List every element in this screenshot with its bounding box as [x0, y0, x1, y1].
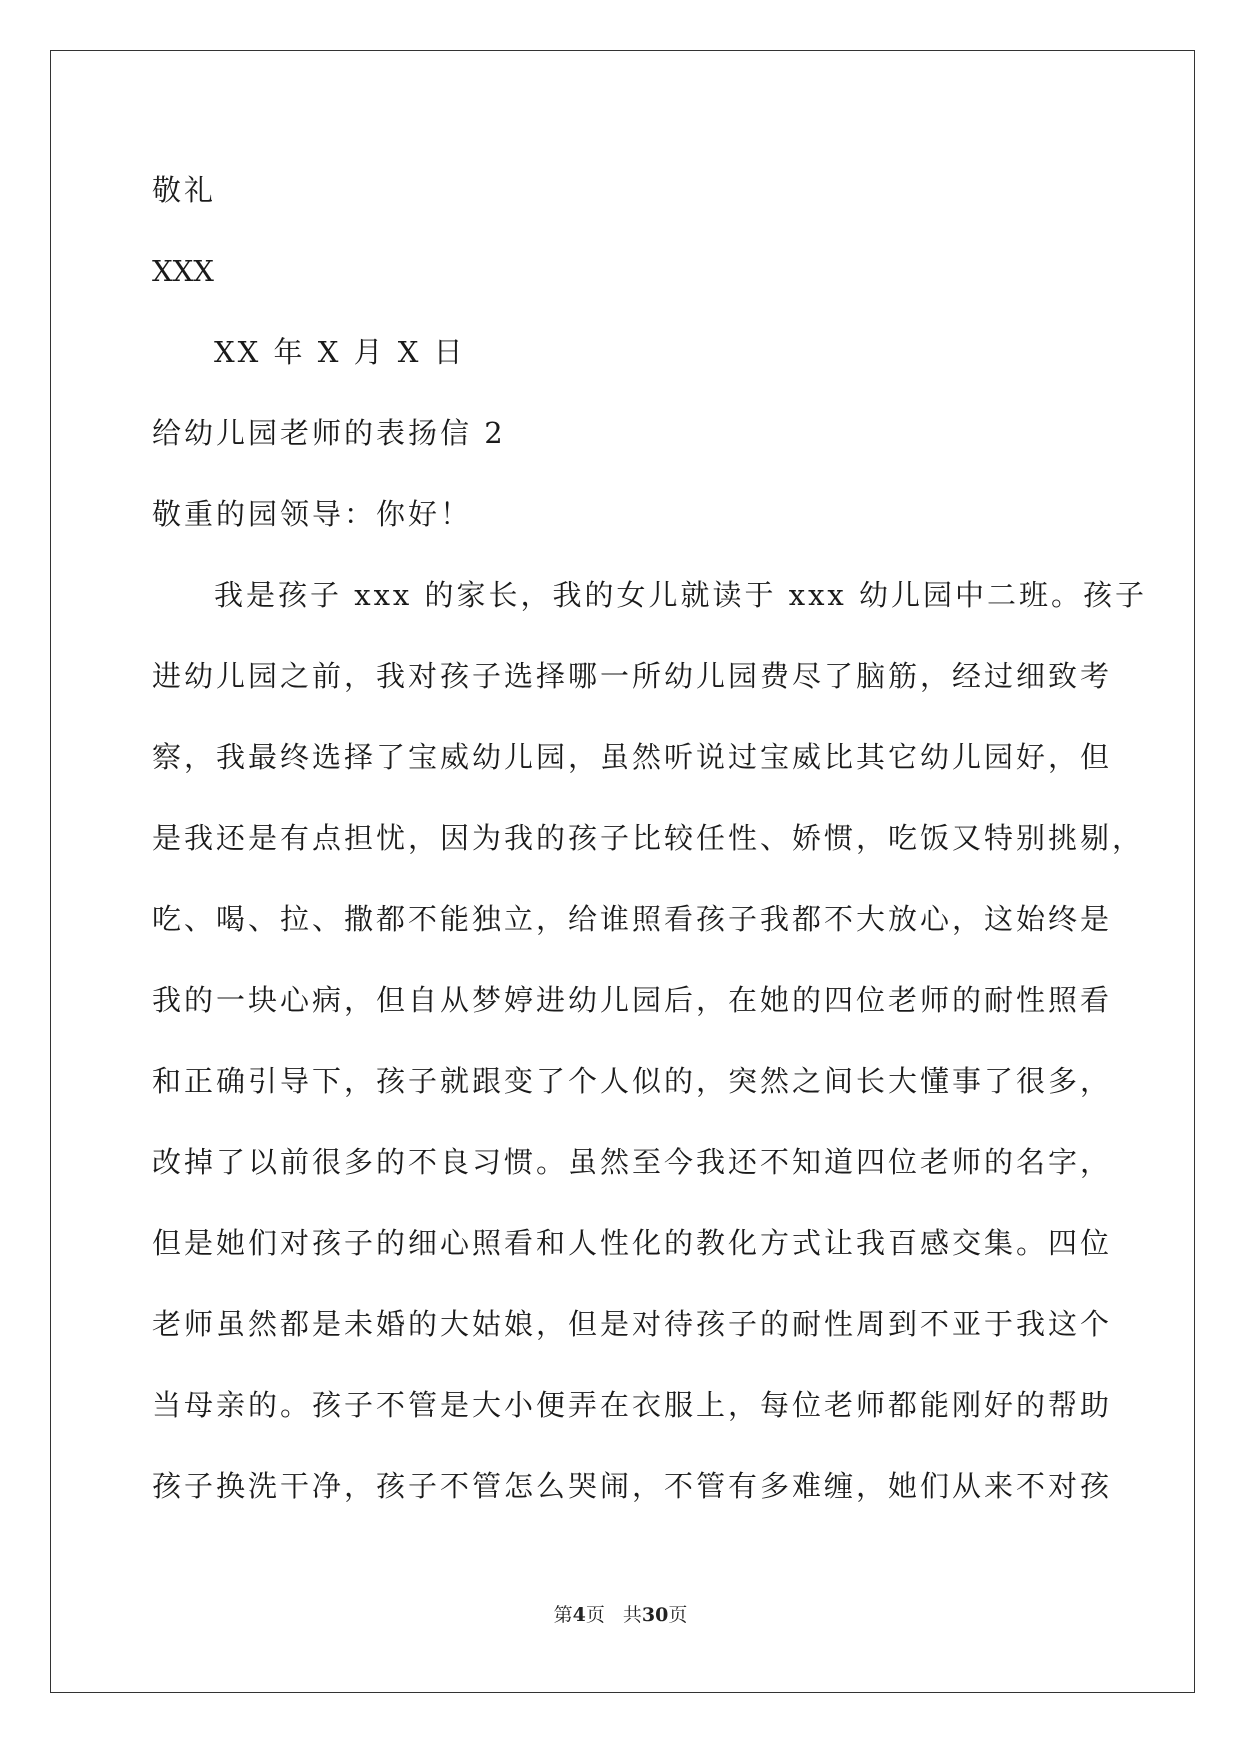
- body-line: 改掉了以前很多的不良习惯。虽然至今我还不知道四位老师的名字，: [152, 1145, 1113, 1179]
- greeting: 敬重的园领导：你好！: [152, 497, 473, 531]
- body-line: 我的一块心病，但自从梦婷进幼儿园后，在她的四位老师的耐性照看: [152, 983, 1113, 1017]
- page-prefix: 第: [553, 1604, 573, 1626]
- document-body: [152, 150, 1148, 1527]
- body-line: 我是孩子 xxx 的家长，我的女儿就读于 xxx 幼儿园中二班。孩子: [214, 578, 1148, 612]
- closing-salutation: 敬礼: [152, 173, 217, 207]
- total-suffix: 页: [668, 1604, 688, 1626]
- body-line: 当母亲的。孩子不管是大小便弄在衣服上，每位老师都能刚好的帮助: [152, 1388, 1113, 1422]
- body-line: 察，我最终选择了宝威幼儿园，虽然听说过宝威比其它幼儿园好，但: [152, 740, 1113, 774]
- page-footer: [0, 1600, 1241, 1627]
- body-line: 老师虽然都是未婚的大姑娘，但是对待孩子的耐性周到不亚于我这个: [152, 1307, 1113, 1341]
- total-pages: 30: [641, 1604, 669, 1626]
- total-prefix: 共: [622, 1604, 642, 1626]
- body-line: 孩子换洗干净，孩子不管怎么哭闹，不管有多难缠，她们从来不对孩: [152, 1469, 1113, 1503]
- page-suffix: 页: [585, 1604, 605, 1626]
- body-line: 吃、喝、拉、撒都不能独立，给谁照看孩子我都不大放心，这始终是: [152, 902, 1113, 936]
- signature-name: XXX: [152, 254, 214, 288]
- body-line: 进幼儿园之前，我对孩子选择哪一所幼儿园费尽了脑筋，经过细致考: [152, 659, 1113, 693]
- body-line: 但是她们对孩子的细心照看和人性化的教化方式让我百感交集。四位: [152, 1226, 1113, 1260]
- body-line: 和正确引导下，孩子就跟变了个人似的，突然之间长大懂事了很多，: [152, 1064, 1113, 1098]
- letter-title: 给幼儿园老师的表扬信 2: [152, 416, 506, 450]
- body-line: 是我还是有点担忧，因为我的孩子比较任性、娇惯，吃饭又特别挑剔，: [152, 821, 1145, 855]
- page-number: 4: [572, 1604, 586, 1626]
- signature-date: XX 年 X 月 X 日: [214, 335, 466, 369]
